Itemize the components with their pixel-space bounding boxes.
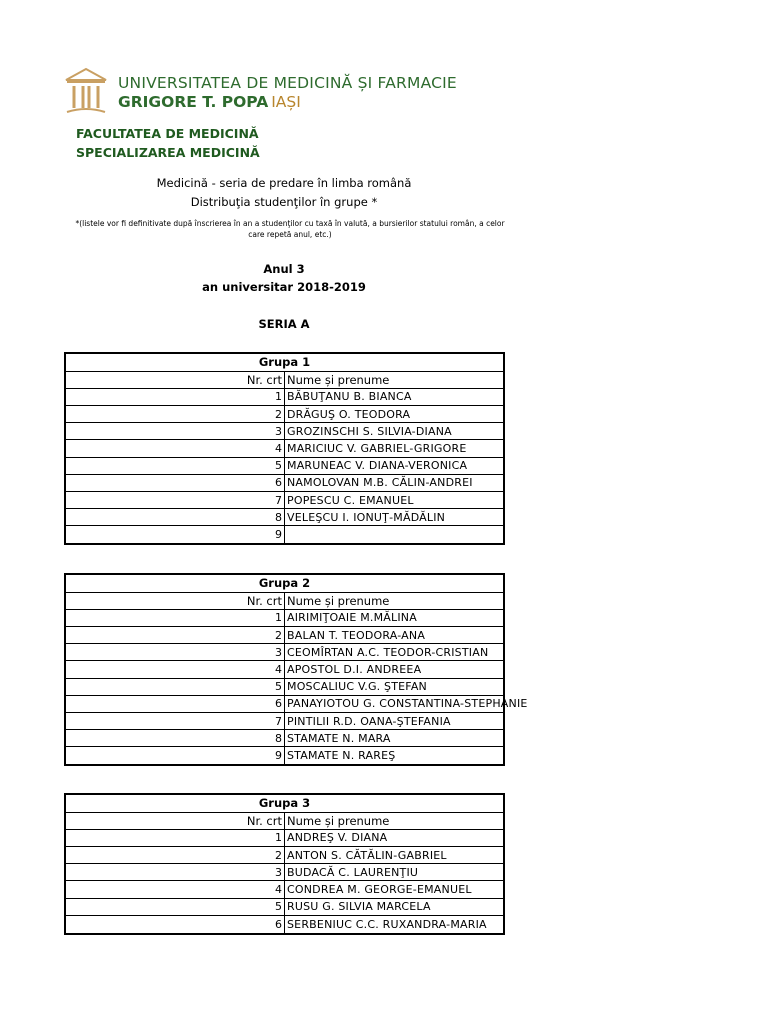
student-name: APOSTOL D.I. ANDREEA (285, 661, 504, 678)
table-row (66, 915, 503, 932)
university-name: GRIGORE T. POPA (118, 93, 269, 111)
group-title: Grupa 3 (66, 795, 503, 812)
table-row (66, 678, 503, 695)
row-number: 2 (66, 406, 285, 423)
university-name-line1: UNIVERSITATEA DE MEDICINĂ ȘI FARMACIE (118, 74, 457, 92)
student-name: PANAYIOTOU G. CONSTANTINA-STEPHANIE (285, 695, 504, 712)
student-name: MARICIUC V. GABRIEL-GRIGORE (285, 440, 504, 457)
row-number: 5 (66, 457, 285, 474)
row-number: 4 (66, 881, 285, 898)
student-name: STAMATE N. MARA (285, 730, 504, 747)
row-number: 7 (66, 492, 285, 509)
row-number: 3 (66, 644, 285, 661)
column-header-nr: Nr. crt (66, 592, 285, 609)
student-name: BUDACĂ C. LAURENŢIU (285, 864, 504, 881)
group-title-row (66, 354, 503, 371)
table-row (66, 695, 503, 712)
faculty-block (76, 124, 260, 162)
table-row (66, 644, 503, 661)
university-logo-icon (64, 66, 108, 116)
group-1-table (64, 352, 505, 545)
student-name: CEOMÎRTAN A.C. TEODOR-CRISTIAN (285, 644, 504, 661)
row-number: 7 (66, 713, 285, 730)
series-label: SERIA A (258, 317, 310, 331)
table-row (66, 492, 503, 509)
group-title-row (66, 795, 503, 812)
group-table (66, 795, 503, 933)
table-row (66, 526, 503, 543)
student-name: DRĂGUŞ O. TEODORA (285, 406, 504, 423)
table-row (66, 609, 503, 626)
table-row (66, 509, 503, 526)
student-name: GROZINSCHI S. SILVIA-DIANA (285, 423, 504, 440)
row-number: 8 (66, 509, 285, 526)
column-header-row (66, 812, 503, 829)
row-number: 2 (66, 627, 285, 644)
column-header-row (66, 592, 503, 609)
row-number: 6 (66, 915, 285, 932)
row-number: 8 (66, 730, 285, 747)
table-row (66, 864, 503, 881)
student-name: MOSCALIUC V.G. ŞTEFAN (285, 678, 504, 695)
university-city: IAȘI (271, 93, 301, 111)
column-header-name: Nume și prenume (285, 812, 504, 829)
study-year: Anul 3 (263, 262, 305, 276)
distribution-title: Distribuţia studenţilor în grupe * (190, 195, 378, 209)
table-row (66, 406, 503, 423)
student-name: CONDREA M. GEORGE-EMANUEL (285, 881, 504, 898)
footnote: *(listele vor fi definitivate după înscrierea în an a studenţilor cu taxă în valută, a bursierilor statului român, a celor care repetă anul, etc.) (75, 219, 505, 239)
table-row (66, 423, 503, 440)
table-row (66, 881, 503, 898)
student-name: MARUNEAC V. DIANA-VERONICA (285, 457, 504, 474)
row-number: 3 (66, 423, 285, 440)
table-row (66, 747, 503, 764)
row-number: 1 (66, 609, 285, 626)
group-3-table (64, 793, 505, 935)
column-header-name: Nume și prenume (285, 592, 504, 609)
table-row (66, 627, 503, 644)
faculty-name: FACULTATEA DE MEDICINĂ (76, 126, 259, 141)
row-number: 5 (66, 898, 285, 915)
table-row (66, 898, 503, 915)
series-description: Medicină - seria de predare în limba română (156, 176, 412, 190)
row-number: 6 (66, 474, 285, 491)
group-table (66, 354, 503, 543)
row-number: 1 (66, 388, 285, 405)
row-number: 2 (66, 847, 285, 864)
student-name: STAMATE N. RAREŞ (285, 747, 504, 764)
group-table (66, 575, 528, 764)
row-number: 4 (66, 661, 285, 678)
student-name: BALAN T. TEODORA-ANA (285, 627, 504, 644)
row-number: 3 (66, 864, 285, 881)
academic-year: an universitar 2018-2019 (202, 280, 366, 294)
student-name (285, 526, 504, 543)
group-title: Grupa 1 (66, 354, 503, 371)
table-row (66, 440, 503, 457)
table-row (66, 388, 503, 405)
student-name: BĂBUŢANU B. BIANCA (285, 388, 504, 405)
student-name: ANTON S. CĂTĂLIN-GABRIEL (285, 847, 504, 864)
column-header-nr: Nr. crt (66, 371, 285, 388)
group-title: Grupa 2 (66, 575, 503, 592)
row-number: 9 (66, 526, 285, 543)
group-title-row (66, 575, 503, 592)
column-header-row (66, 371, 503, 388)
table-row (66, 829, 503, 846)
university-name-line2 (118, 93, 301, 111)
row-number: 5 (66, 678, 285, 695)
group-2-table (64, 573, 528, 766)
row-number: 9 (66, 747, 285, 764)
student-name: ANDREŞ V. DIANA (285, 829, 504, 846)
student-name: POPESCU C. EMANUEL (285, 492, 504, 509)
table-row (66, 713, 503, 730)
column-header-name: Nume și prenume (285, 371, 504, 388)
student-name: PINTILII R.D. OANA-ŞTEFANIA (285, 713, 504, 730)
student-name: RUSU G. SILVIA MARCELA (285, 898, 504, 915)
row-number: 4 (66, 440, 285, 457)
student-name: NAMOLOVAN M.B. CĂLIN-ANDREI (285, 474, 504, 491)
student-name: SERBENIUC C.C. RUXANDRA-MARIA (285, 915, 504, 932)
student-name: VELEŞCU I. IONUŢ-MĂDĂLIN (285, 509, 504, 526)
table-row (66, 730, 503, 747)
row-number: 1 (66, 829, 285, 846)
column-header-nr: Nr. crt (66, 812, 285, 829)
specialization-name: SPECIALIZAREA MEDICINĂ (76, 145, 260, 160)
table-row (66, 474, 503, 491)
table-row (66, 457, 503, 474)
table-row (66, 661, 503, 678)
student-name: AIRIMIŢOAIE M.MĂLINA (285, 609, 504, 626)
table-row (66, 847, 503, 864)
row-number: 6 (66, 695, 285, 712)
